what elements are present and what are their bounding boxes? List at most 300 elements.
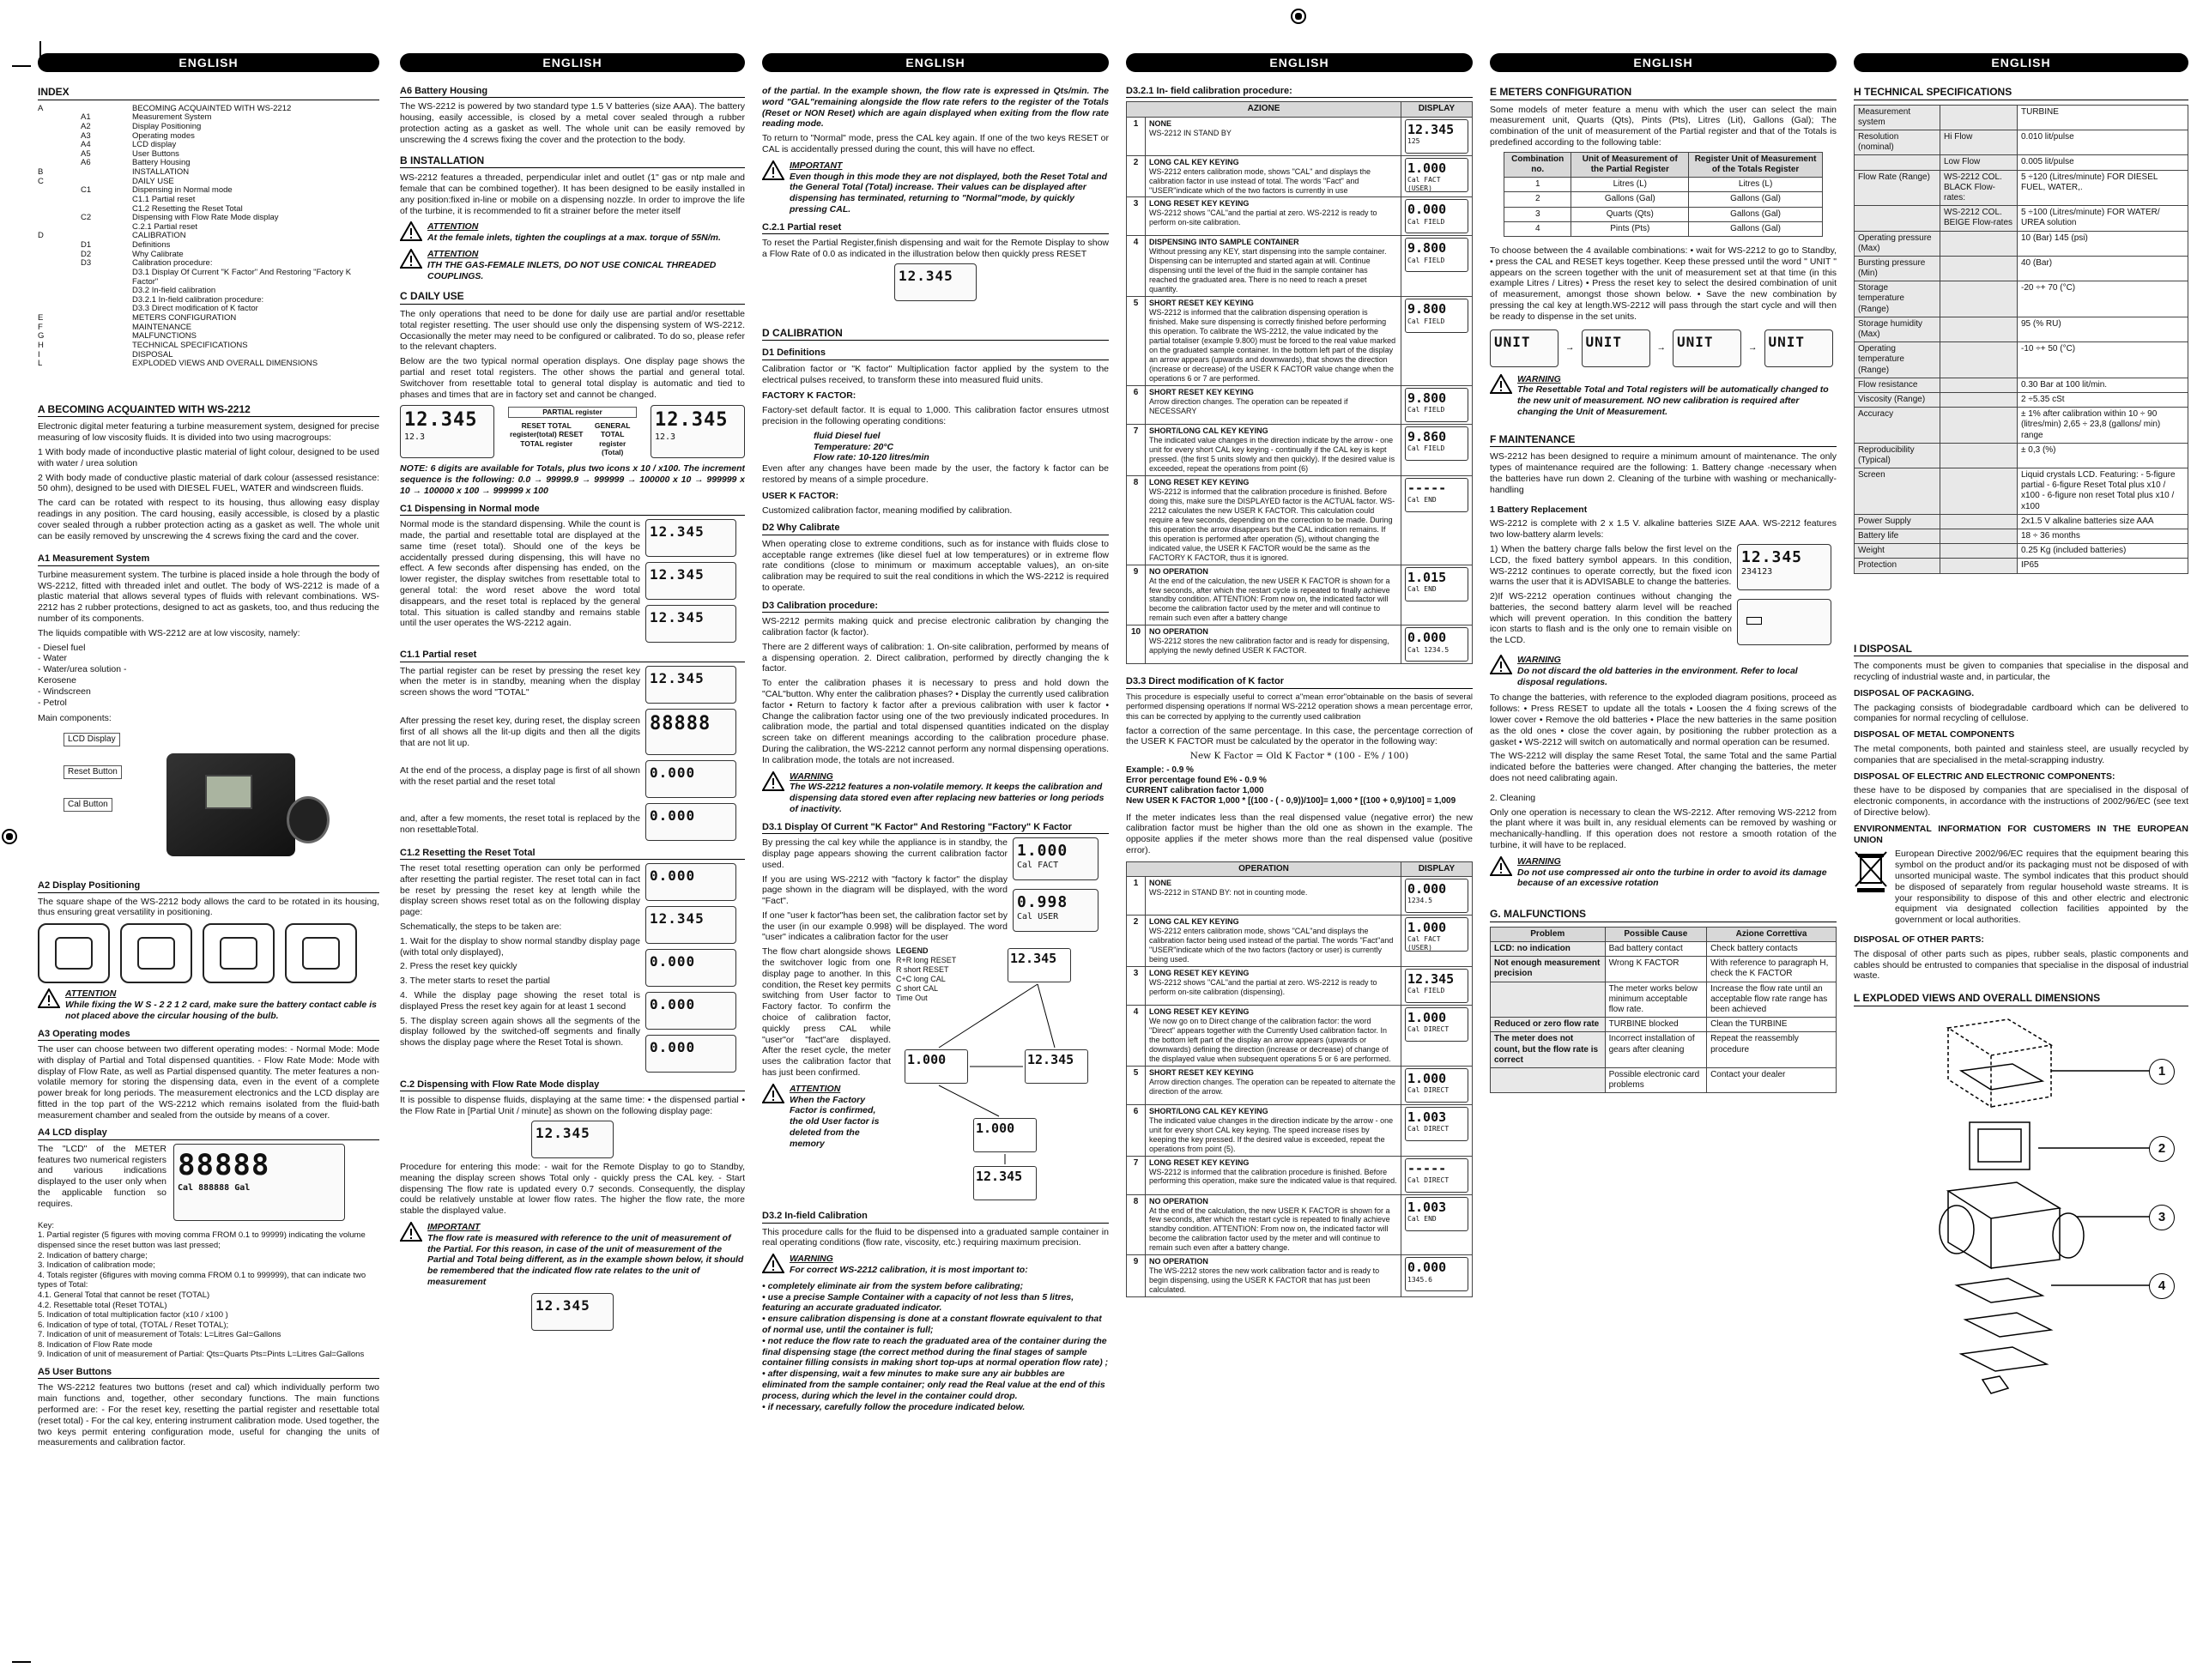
i-packaging: The packaging consists of biodegradable cardboard which can be delivered to companies for normal recycling of cellulose. — [1854, 702, 2188, 724]
table-row — [1504, 221, 1823, 236]
index-letter: C — [38, 176, 44, 186]
table-cell: Repeat the reassembly procedure — [1707, 1032, 1837, 1068]
partial-register-label: PARTIAL register — [508, 407, 637, 417]
table-cell: Pints (Pts) — [1571, 221, 1689, 236]
d321-title: D3.2.1 In- field calibration procedure: — [1126, 86, 1473, 98]
lcd-label: Cal 1234.5 — [1407, 645, 1450, 654]
step-number: 7 — [1127, 425, 1146, 476]
list-item: - Petrol — [38, 697, 67, 708]
lcd-value: 9.860 — [1407, 429, 1447, 444]
lcd-general-total: 12.3 — [655, 432, 676, 443]
reset-total-label: RESET TOTAL register(total) RESET TOTAL register — [509, 420, 584, 448]
h-title: H TECHNICAL SPECIFICATIONS — [1854, 86, 2188, 100]
spec-sub-label: Hi Flow — [1940, 130, 2018, 155]
step-lcd — [1405, 1068, 1468, 1103]
key-item: 5. Indication of total multiplication factor (x10 / x100 ) — [38, 1310, 228, 1320]
b-paragraph: WS-2212 features a threaded, perpendicular inlet and outlet (1" gas or ntp male and female that can be combined together). It has been designed to be easily installed in any position:fixed in-line or mobile on a dispensing nozzle. In order to improve the life of the turbine, it is recommended to fit a strainer before the meter itself — [400, 172, 745, 216]
table-row — [1127, 877, 1473, 916]
spec-sub-label — [1940, 105, 2018, 130]
unit-display — [1490, 329, 1558, 367]
step-display — [1401, 1066, 1473, 1104]
lcd-total: 234123 — [1741, 566, 1773, 577]
table-row — [1127, 475, 1473, 565]
c2-title: C.2 Dispensing with Flow Rate Mode display — [400, 1079, 745, 1091]
spec-label — [1855, 206, 1940, 231]
step-description — [1146, 386, 1401, 425]
table-cell: Bad battery contact — [1605, 942, 1707, 957]
step-heading: NO OPERATION — [1149, 627, 1208, 637]
callout-3: 3 — [2149, 1205, 2175, 1230]
in-field-calibration-table — [1126, 101, 1473, 664]
registration-mark-top — [1291, 9, 1306, 24]
lcd-value: 1.003 — [1407, 1109, 1447, 1125]
key-item: 4.1. General Total that cannot be reset (TOTAL) — [38, 1290, 210, 1300]
table-cell: Gallons (Gal) — [1571, 192, 1689, 207]
index-letter — [38, 132, 81, 142]
lcd-reset-step: 0.000 — [645, 803, 736, 841]
lcd-label: Cal FIELD — [1407, 217, 1445, 226]
step-heading: SHORT/LONG CAL KEY KEYING — [1149, 426, 1268, 435]
warning-text: ITH THE GAS-FEMALE INLETS, DO NOT USE CONICAL THREADED COUPLINGS. — [427, 259, 717, 281]
table-cell: LCD: no indication — [1491, 942, 1606, 957]
lcd-value: 1.000 — [1407, 160, 1447, 176]
step-heading: LONG RESET KEY KEYING — [1149, 1006, 1250, 1016]
example-line: CURRENT calibration factor 1,000 — [1126, 786, 1264, 796]
a-paragraph-4: The card can be rotated with respect to its housing, thus allowing easy display readings in any position. The card housing, easily accessible, is closed by a plastic cover sealed through a rubber protection acting as a gasket as well. The whole unit can be easily removed by unscrewing the 4 screws fixing the card and the cover. — [38, 498, 379, 541]
step-text: WS-2212 stores the new calibration factor and is ready for dispensing, applying the newly defined USER K FACTOR. — [1149, 637, 1389, 656]
position-diagram — [203, 923, 275, 983]
step-description — [1146, 236, 1401, 297]
step-text: Without pressing any KEY, start dispensing into the sample container. Dispensing can be interrupted and started again at will. Continue dispensing until the level of the fluid in the sample container has reached the graduated area. There is no need to reach a preset quantity. — [1149, 247, 1387, 294]
index-sub — [81, 168, 132, 178]
table-row — [1855, 378, 2188, 392]
factory-k-paragraph-2: Even after any changes have been made by the user, the factory k factor can be restored by means of a simple procedure. — [762, 463, 1109, 485]
table-cell: 1 — [1504, 178, 1571, 192]
index-letter: D — [38, 231, 44, 241]
table-row — [1127, 155, 1473, 197]
index-text: Calibration procedure: — [132, 258, 213, 269]
lcd-label: 125 — [1407, 136, 1420, 145]
d33-paragraph-3: If the meter indicates less than the real dispensed value (negative error) the new calibration factor must be higher than the old one as shown in the example. The opposite applies if the meter shows more than the real dispensed value (positive error). — [1126, 812, 1473, 856]
flowchart-standby — [1008, 948, 1071, 982]
index-text: Measurement System — [132, 112, 212, 123]
arrow-icon: → — [1565, 342, 1575, 354]
unit-word: UNIT — [1768, 333, 1806, 350]
step-heading: SHORT RESET KEY KEYING — [1149, 388, 1254, 396]
step-text: WS-2212 is informed that the calibration dispensing operation is finished. Make sure dispensing is correctly finished before performing this operation. To calibrate the WS-2212, the value indicated by the partial totaliser (example 9.800) must be forced to the real value marked on the graduated sample container. In the bottom left part of the display an arrow appears (upwards and downwards), that shows the direction (increase or decrease) of the USER K FACTOR value change when the operations 6 or 7 are performed. — [1149, 308, 1396, 384]
c12-title: C1.2 Resetting the Reset Total — [400, 848, 745, 860]
lcd-reset-total-step — [645, 906, 736, 944]
d33-title: D3.3 Direct modification of K factor — [1126, 676, 1473, 688]
i-metal: The metal components, both painted and stainless steel, are usually recycled by companies that are specialised in the metal-scrapping industry. — [1854, 743, 2188, 765]
e-paragraph-1: Some models of meter feature a menu with which the user can select the main measurement unit, Quarts (Qts), Pints (Pts), Litres (Lit), Gallons (Gal); The combination of the unit of measurement of the Partial register and that of the Totals is predefined according to the following table: — [1490, 104, 1837, 148]
table-row — [1127, 625, 1473, 664]
index-sub: D3 — [81, 258, 92, 269]
table-cell: Gallons (Gal) — [1689, 192, 1823, 207]
spec-sub-label — [1940, 231, 2018, 256]
step-description — [1146, 1156, 1401, 1194]
lcd-value: ----- — [1407, 1160, 1447, 1176]
flowchart-user — [1025, 1049, 1088, 1084]
step-display — [1401, 155, 1473, 197]
step-text: The WS-2212 stores the new work calibration factor and is ready to begin dispensing, using the USER K FACTOR that has just been calculated. — [1149, 1266, 1380, 1295]
step-display — [1401, 1104, 1473, 1156]
spec-value: 2 ÷5.35 cSt — [2018, 392, 2188, 407]
step-display — [1401, 117, 1473, 155]
table-row — [1855, 206, 2188, 231]
step-display — [1401, 1194, 1473, 1255]
table-row — [1491, 942, 1837, 957]
step-heading: SHORT RESET KEY KEYING — [1149, 299, 1254, 308]
callout-2: 2 — [2149, 1136, 2175, 1162]
b-title: B INSTALLATION — [400, 154, 745, 169]
step-display — [1401, 1005, 1473, 1066]
index-letter: I — [38, 349, 40, 360]
step-lcd — [1405, 388, 1468, 422]
legend-item: Time Out — [896, 994, 928, 1003]
d31-paragraph-3: If one "user k factor"has been set, the calibration factor set by the user (in our example 0.998) will be displayed. The word "user" indicates a calibration factor for the user — [762, 909, 1008, 943]
spec-sub-label — [1940, 256, 2018, 281]
lcd-value: 0.998 — [1017, 893, 1068, 912]
table-row — [1855, 317, 2188, 341]
table-row — [1855, 130, 2188, 155]
index-row — [38, 186, 379, 196]
lcd-diagram-total: Cal 888888 Gal — [178, 1183, 251, 1194]
index-letter — [38, 251, 81, 260]
components-figure — [38, 728, 379, 873]
c12-step: 2. Press the reset key quickly — [400, 961, 517, 972]
lcd-reset-total: 12.3 — [404, 432, 426, 443]
a1-title: A1 Measurement System — [38, 553, 379, 565]
warning-label: ATTENTION — [790, 1083, 841, 1094]
spec-value: IP65 — [2018, 559, 2188, 573]
list-item: - Diesel fuel — [38, 642, 86, 653]
warning-text: The Resettable Total and Total registers will be automatically changed to the new unit of measurement. NO new calibration is required after changing the Unit of Measurement. — [1517, 384, 1829, 417]
lcd-partial: 12.345 — [655, 409, 729, 432]
column-4 — [1126, 53, 1473, 1666]
list-item: - Water — [38, 653, 68, 664]
condition-temperature: Temperature: 20°C — [814, 441, 894, 452]
lcd-value: 1.015 — [1407, 569, 1447, 585]
lcd-label: Cal END — [1407, 584, 1437, 593]
index-text: D3.2.1 In-field calibration procedure: — [132, 294, 264, 305]
callout-4: 4 — [2149, 1273, 2175, 1299]
index-sub — [81, 314, 132, 323]
lcd-value: 1.000 — [907, 1052, 947, 1068]
table-cell — [1491, 1067, 1606, 1092]
spec-label: Storage humidity (Max) — [1855, 317, 1940, 341]
a3-paragraph: The user can choose between two different operating modes: - Normal Mode: Mode with display of Partial and Total dispensed quantities. - Flow Rate Mode: Mode with display of Flow Rate, as well as Partial dispensed quantity. The meter features a non-volatile memory for storing the dispensing data, even in the event of a complete power break for long periods. The measurement electronics and the LCD display are fitted in the top part of the WS-2212 which remains isolated from the fluid-bath measurement chamber and sealed from the outside by means of a cover. — [38, 1043, 379, 1121]
key-item: 4.2. Resettable total (Reset TOTAL) — [38, 1300, 167, 1310]
a-paragraph-2: 1 With body made of inconductive plastic material of light colour, designed to be used with water / urea solution — [38, 446, 379, 468]
index-text: Operating modes — [132, 130, 195, 141]
d32-warning-list — [762, 1281, 1109, 1413]
step-display — [1401, 1156, 1473, 1194]
d1-paragraph: Calibration factor or "K factor" Multiplication factor applied by the system to the electrical pulses received, to transform these into measured fluid units. — [762, 363, 1109, 385]
index-text: Dispensing in Normal mode — [132, 185, 233, 196]
spec-sub-label — [1940, 544, 2018, 559]
index-letter: H — [38, 340, 44, 350]
index-letter: E — [38, 313, 44, 323]
crop-mark-top-left — [12, 65, 31, 67]
legend-title: LEGEND — [896, 946, 929, 956]
step-number: 8 — [1127, 1194, 1146, 1255]
spec-label: Flow resistance — [1855, 378, 1940, 392]
spec-label: Power Supply — [1855, 514, 1940, 529]
key-item: 8. Indication of Flow Rate mode — [38, 1339, 153, 1350]
index-text: User Buttons — [132, 148, 179, 159]
d31-paragraph-4: The flow chart alongside shows the switchover logic from one display page to another. In this condition, the Reset key permits switching from User factor to Factory factor. To confirm the choice of calibration factor, quickly press CAL while "user"or "fact"are displayed. After the reset cycle, the meter uses the calibration factor that has just been confirmed. — [762, 946, 891, 1079]
spec-label: Battery life — [1855, 529, 1940, 544]
section-banner: ENGLISH — [38, 53, 379, 72]
table-row — [1127, 297, 1473, 386]
index-text: C1.1 Partial reset — [132, 194, 196, 204]
step-display — [1401, 297, 1473, 386]
lcd-value: 9.800 — [1407, 390, 1447, 406]
important-text: Even though in this mode they are not displayed, both the Reset Total and the General Total (Total) increase. Their values can be displayed after dispensing has terminated, returning to "Normal"mode, by quickly pressing CAL. — [790, 171, 1108, 215]
lcd-label: 1234.5 — [1407, 897, 1432, 905]
table-cell: Check battery contacts — [1707, 942, 1837, 957]
d33-paragraph-1: This procedure is especially useful to correct a"mean error"obtainable on the basis of several performed dispensing operations If normal WS-2212 operation shows a mean percentage error, this can be corrected by applying to the currently used calibration — [1126, 692, 1473, 722]
lcd-value: 0.000 — [1407, 1260, 1447, 1276]
step-number: 6 — [1127, 1104, 1146, 1156]
step-text: WS-2212 enters calibration mode, shows "CAL"and displays the calibration factor being used instead of the partial. The words "Fact"and "USER"indicate which of the two factors (factory or user) is currently being used. — [1149, 927, 1394, 964]
lcd-value: 12.345 — [976, 1169, 1023, 1185]
lcd-fact — [1013, 837, 1098, 880]
spec-value: 10 (Bar) 145 (psi) — [2018, 231, 2188, 256]
step-description — [1146, 565, 1401, 625]
index-letter: B — [38, 167, 44, 177]
condition-fluid: fluid Diesel fuel — [814, 430, 881, 441]
warning-text: Do not use compressed air onto the turbine in order to avoid its damage because of an excessive rotation — [1517, 867, 1827, 889]
warning-icon — [762, 1084, 784, 1103]
f2-title: 2. Cleaning — [1490, 792, 1536, 803]
b-warning-2 — [400, 249, 745, 281]
key-item: 1. Partial register (5 figures with moving comma FROM 0.1 to 99999) indicating the volume dispensed since the reset button was last pressed; — [38, 1230, 366, 1251]
legend-item: C short CAL — [896, 984, 939, 994]
important-2 — [762, 160, 1109, 215]
table-row — [1127, 117, 1473, 155]
warning-label: ATTENTION — [427, 249, 479, 259]
warning-icon — [1490, 856, 1512, 876]
step-number: 4 — [1127, 236, 1146, 297]
table-row — [1855, 155, 2188, 170]
warning-label: WARNING — [1517, 373, 1561, 384]
warning-text: When the Factory Factor is confirmed, the old User factor is deleted from the memory — [790, 1094, 880, 1149]
c-title: C DAILY USE — [400, 290, 745, 305]
a6-title: A6 Battery Housing — [400, 86, 745, 98]
step-lcd — [1405, 879, 1468, 913]
step-number: 2 — [1127, 916, 1146, 967]
step-number: 9 — [1127, 1255, 1146, 1297]
spec-value: TURBINE — [2018, 105, 2188, 130]
table-cell: The meter does not count, but the flow rate is correct — [1491, 1032, 1606, 1068]
c11-title: C1.1 Partial reset — [400, 650, 745, 662]
step-lcd — [1405, 1257, 1468, 1291]
spec-sub-label — [1940, 443, 2018, 468]
step-description — [1146, 625, 1401, 664]
index-list — [38, 105, 379, 369]
index-row — [38, 341, 379, 351]
lcd-label: Cal FIELD — [1407, 317, 1445, 325]
step-heading: NO OPERATION — [1149, 1196, 1208, 1206]
step-text: Arrow direction changes. The operation can be repeated if NECESSARY — [1149, 396, 1348, 415]
table-cell: Gallons (Gal) — [1689, 207, 1823, 221]
warning-label: ATTENTION — [65, 988, 117, 1000]
index-letter — [38, 196, 81, 205]
index-letter — [38, 287, 81, 296]
warning-label: ATTENTION — [427, 221, 479, 233]
warning-icon — [762, 160, 784, 180]
table-cell: Gallons (Gal) — [1689, 221, 1823, 236]
step-text: Arrow direction changes. The operation can be repeated to alternate the direction of the arrow. — [1149, 1077, 1396, 1096]
unit-display — [1764, 329, 1833, 367]
spec-label — [1855, 155, 1940, 170]
index-sub — [81, 323, 132, 333]
i-packaging-title: DISPOSAL OF PACKAGING. — [1854, 687, 1975, 698]
f1-paragraph-1: WS-2212 is complete with 2 x 1.5 V. alkaline batteries SIZE AAA. WS-2212 features two low-battery alarm levels: — [1490, 518, 1837, 541]
f1-paragraph-2: 1) When the battery charge falls below the first level on the LCD, the fixed battery symbol appears. In this condition, WS-2212 continues to operate correctly, but the fixed icon warns the user that it is ADVISABLE to change the batteries. — [1490, 543, 1732, 588]
step-description — [1146, 1005, 1401, 1066]
table-cell: 2 — [1504, 192, 1571, 207]
c2-paragraph-1: It is possible to dispense fluids, displaying at the same time: • the dispensed partial • the Flow Rate in [Partial Unit / minute] as shown on the following display page: — [400, 1095, 745, 1117]
step-heading: LONG CAL KEY KEYING — [1149, 917, 1239, 927]
step-lcd — [1405, 478, 1468, 512]
key-item: 6. Indication of type of total, (TOTAL / Reset TOTAL); — [38, 1320, 229, 1330]
c-paragraph-1: The only operations that need to be done for daily use are partial and/or resettable total register resetting. The user should use only the dispensing system of WS-2212. Occasionally the meter may need to be configured or calibrated. To do so, please refer to the relevant chapters. — [400, 309, 745, 353]
d31-title: D3.1 Display Of Current "K Factor" And Restoring "Factory" K Factor — [762, 822, 1109, 834]
lcd-label: Cal FIELD — [1407, 256, 1445, 264]
lcd-label: Cal END — [1407, 496, 1437, 505]
list-item: • if necessary, carefully follow the procedure indicated below. — [762, 1401, 1026, 1412]
index-letter — [38, 205, 81, 215]
key-item: 3. Indication of calibration mode; — [38, 1260, 155, 1271]
table-row — [1855, 408, 2188, 444]
d2-paragraph: When operating close to extreme conditions, such as for instance with fluids close to acceptable range extremes (like diesel fuel at low temperatures) or in extreme flow rate conditions (close to minimum or maximum acceptable values), an on-site calibration may be required to suit the real conditions in which the WS-2212 is required to operate. — [762, 538, 1109, 593]
step-heading: DISPENSING INTO SAMPLE CONTAINER — [1149, 238, 1299, 247]
position-diagram — [120, 923, 192, 983]
spec-value: 0.30 Bar at 100 lit/min. — [2018, 378, 2188, 392]
lcd-label: 1345.6 — [1407, 1275, 1432, 1284]
index-letter — [38, 186, 81, 196]
column-5 — [1490, 53, 1837, 1666]
step-description — [1146, 1066, 1401, 1104]
fluid-list — [38, 643, 379, 709]
table-row — [1127, 565, 1473, 625]
warning-icon — [400, 221, 422, 241]
step-text: We now go on to Direct change of the calibration factor: the word "Direct" appears together with the Currently Used calibration factor. In the bottom left part of the display an arrow appears (upwards or downwards) defining the direction (increase or decrease) of change of the displayed value when subsequent operations 5 or 6 are performed. — [1149, 1016, 1391, 1063]
table-row — [1855, 342, 2188, 378]
step-description — [1146, 155, 1401, 197]
table-cell: Litres (L) — [1689, 178, 1823, 192]
index-text: Why Calibrate — [132, 249, 184, 259]
lcd-normal — [645, 519, 736, 557]
d31-paragraph-2: If you are using WS-2212 with "factory k factor" the display page shown in the diagram will be displayed, with the word "Fact". — [762, 873, 1008, 907]
table-row — [1127, 1005, 1473, 1066]
table-row — [1504, 178, 1823, 192]
spec-value: Liquid crystals LCD. Featuring: - 5-figure partial - 6-figure Reset Total plus x10 / x100 - 6-figure non reset Total plus x10 / x100 — [2018, 468, 2188, 515]
lcd-label: Cal USER — [1017, 912, 1059, 922]
a2-title: A2 Display Positioning — [38, 880, 379, 892]
lcd-reset-step: 0.000 — [645, 760, 736, 798]
c2-continued: of the partial. In the example shown, the flow rate is expressed in Qts/min. The word "GAL"remaining alongside the flow rate refers to the register of the Totals (Reset or NON Reset) which are again displayed when exiting from the flow rate reading mode. — [762, 86, 1109, 130]
table-row — [1855, 256, 2188, 281]
c12-step: 1. Wait for the display to show normal standby display page (with total only displayed), — [400, 935, 640, 958]
step-heading: LONG RESET KEY KEYING — [1149, 968, 1250, 977]
step-number: 10 — [1127, 625, 1146, 664]
step-heading: LONG RESET KEY KEYING — [1149, 199, 1250, 208]
index-sub: A1 — [81, 112, 91, 123]
c1-title: C1 Dispensing in Normal mode — [400, 504, 745, 516]
spec-value: 95 (% RU) — [2018, 317, 2188, 341]
spec-sub-label — [1940, 514, 2018, 529]
index-text: Definitions — [132, 240, 171, 250]
index-text: DISPOSAL — [132, 349, 173, 360]
index-row — [38, 314, 379, 323]
i-paragraph: The components must be given to companies that specialise in the disposal and recycling of industrial waste and, in particular, the — [1854, 661, 2188, 682]
step-lcd — [1405, 158, 1468, 192]
step-heading: SHORT RESET KEY KEYING — [1149, 1067, 1254, 1077]
step-number: 3 — [1127, 966, 1146, 1005]
lcd-label: Cal DIRECT — [1407, 1085, 1450, 1094]
step-description — [1146, 877, 1401, 916]
lcd-value: 12.345 — [536, 1296, 590, 1314]
index-sub — [81, 305, 132, 314]
section-banner: ENGLISH — [1126, 53, 1473, 72]
key-item: 4. Totals register (6figures with moving comma FROM 0.1 to 999999), that can indicate two types of Total: — [38, 1270, 366, 1290]
step-heading: LONG CAL KEY KEYING — [1149, 157, 1239, 166]
lcd-diagram — [173, 1144, 345, 1221]
step-display — [1401, 877, 1473, 916]
step-heading: NO OPERATION — [1149, 566, 1208, 576]
table-header: AZIONE — [1127, 102, 1401, 117]
a3-title: A3 Operating modes — [38, 1029, 379, 1041]
lcd-value: 12.345 — [650, 609, 705, 626]
f2-paragraph: Only one operation is necessary to clean the WS-2212. After removing WS-2212 from the plant where it was built in, any residual elements can be removed by washing or mechanically-handling. If this operation does not restore a smooth rotation of the turbine, it will have to be replaced. — [1490, 807, 1837, 851]
a4-title: A4 LCD display — [38, 1127, 379, 1139]
step-text: WS-2212 is informed that the calibration procedure is finished. Before performing this operation, make sure the indicated value is that required. — [1149, 1167, 1397, 1186]
index-row — [38, 168, 379, 178]
step-display — [1401, 625, 1473, 664]
example-line: Example: - 0.9 % — [1126, 764, 1194, 775]
registration-mark-left — [2, 829, 17, 844]
index-letter — [38, 223, 81, 233]
table-row — [1127, 386, 1473, 425]
d-title: D CALIBRATION — [762, 327, 1109, 341]
spec-value: -10 ÷+ 50 (°C) — [2018, 342, 2188, 378]
d31-attention — [762, 1084, 891, 1150]
index-letter — [38, 214, 81, 223]
register-labels — [508, 407, 637, 456]
arrow-icon: → — [1656, 342, 1666, 354]
lcd-value: 12.345 — [899, 267, 953, 284]
step-display — [1401, 386, 1473, 425]
index-row — [38, 323, 379, 333]
i-environment-title: ENVIRONMENTAL INFORMATION FOR CUSTOMERS IN THE EUROPEAN UNION — [1854, 823, 2188, 845]
lcd-value: 12.345 — [536, 1125, 590, 1141]
warning-text: Do not discard the old batteries in the environment. Refer to local disposal regulations. — [1517, 665, 1798, 687]
spec-value: 40 (Bar) — [2018, 256, 2188, 281]
index-sub: A4 — [81, 140, 91, 150]
e-title: E METERS CONFIGURATION — [1490, 86, 1837, 100]
unit-display — [1673, 329, 1741, 367]
a1-paragraph-1: Turbine measurement system. The turbine is placed inside a hole through the body of WS-2212, fitted with threaded inlet and outlet. The body of WS-2212 is made of a plastic material that allows several types of fluids with relevant combinations. WS-2212 has 2 rubber protections, designed to act as gaskets, too, and thus reducing the number of its components. — [38, 569, 379, 624]
d33-example — [1126, 765, 1473, 807]
spec-sub-label — [1940, 408, 2018, 444]
index-letter — [38, 123, 81, 132]
unit-word: UNIT — [1494, 333, 1531, 350]
spec-sub-label — [1940, 281, 2018, 317]
